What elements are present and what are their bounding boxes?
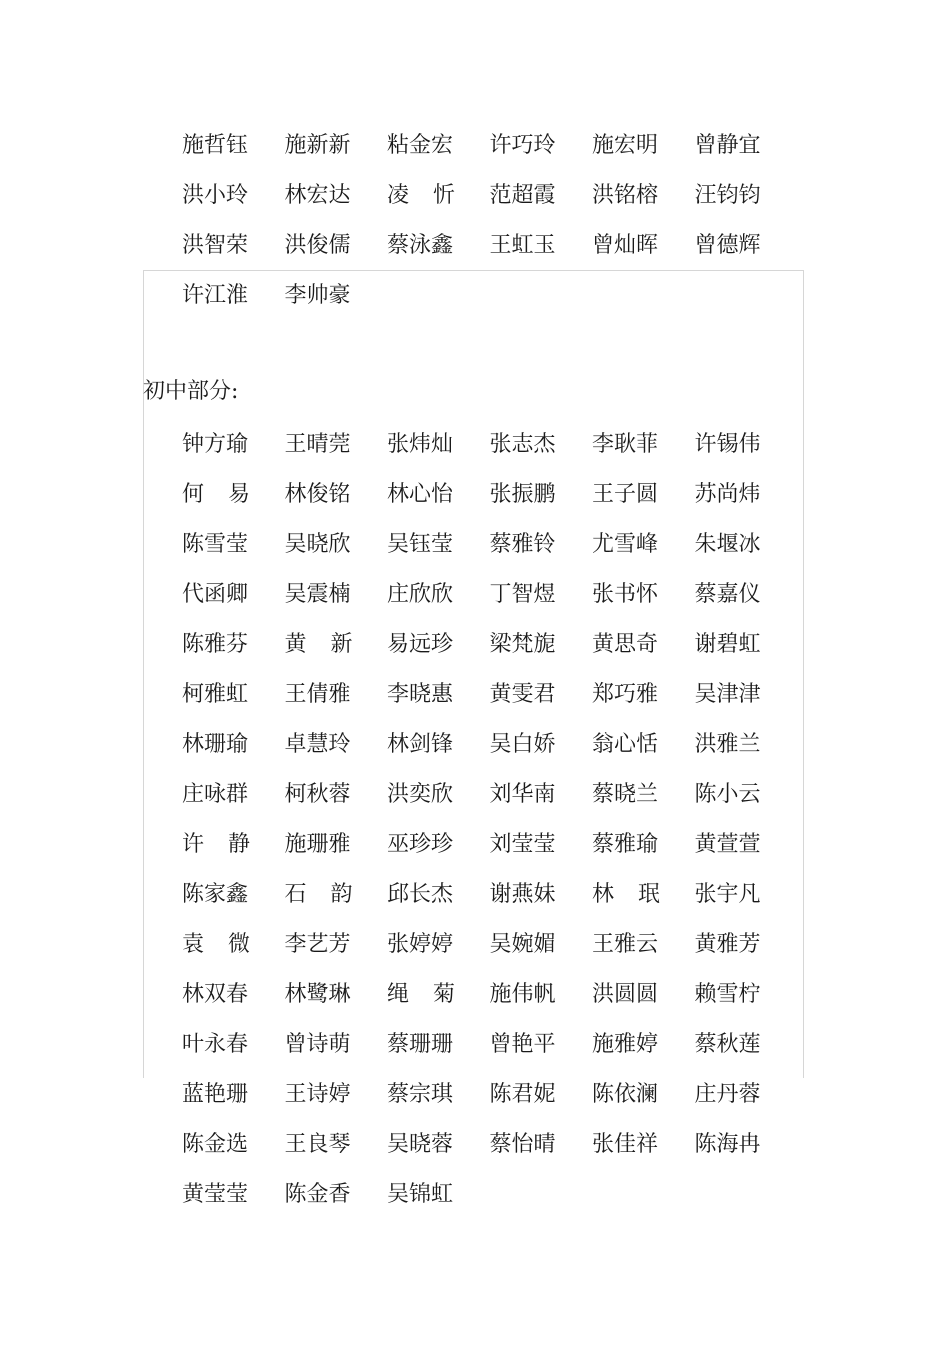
student-name: 洪奕欣 <box>387 782 454 807</box>
student-name: 吴钰莹 <box>387 532 454 557</box>
student-name: 林宏达 <box>284 183 351 208</box>
student-name: 林剑锋 <box>387 732 454 757</box>
junior-section-heading: 初中部分: <box>143 379 239 404</box>
student-name: 柯秋蓉 <box>284 782 351 807</box>
student-name: 王诗婷 <box>284 1082 351 1107</box>
student-name: 袁 微 <box>182 932 250 957</box>
student-name: 庄咏群 <box>182 782 249 807</box>
student-name: 范超霞 <box>489 183 556 208</box>
student-name: 张宇凡 <box>694 882 761 907</box>
student-name: 曾诗萌 <box>284 1032 351 1057</box>
student-name: 陈君妮 <box>489 1082 556 1107</box>
student-name: 许江淮 <box>182 283 249 308</box>
student-name: 林双春 <box>182 982 249 1007</box>
student-name: 蔡雅铃 <box>489 532 556 557</box>
student-name: 林珊瑜 <box>182 732 249 757</box>
student-name: 陈金香 <box>284 1182 351 1207</box>
student-name: 蔡雅瑜 <box>592 832 659 857</box>
student-name: 吴津津 <box>694 682 761 707</box>
student-name: 粘金宏 <box>387 133 454 158</box>
student-name: 张振鹏 <box>489 482 556 507</box>
student-name: 洪俊儒 <box>284 233 351 258</box>
student-name: 刘华南 <box>489 782 556 807</box>
student-name: 吴锦虹 <box>387 1182 454 1207</box>
student-name: 翁心恬 <box>592 732 659 757</box>
student-name: 施新新 <box>284 133 351 158</box>
student-name: 洪铭榕 <box>592 183 659 208</box>
student-name: 曾艳平 <box>489 1032 556 1057</box>
student-name: 王虹玉 <box>489 233 556 258</box>
student-name: 巫珍珍 <box>387 832 454 857</box>
student-name: 陈依澜 <box>592 1082 659 1107</box>
student-name: 林俊铭 <box>284 482 351 507</box>
student-name: 陈雪莹 <box>182 532 249 557</box>
student-name: 陈雅芬 <box>182 632 249 657</box>
student-name: 庄欣欣 <box>387 582 454 607</box>
student-name: 林心怡 <box>387 482 454 507</box>
student-name: 庄丹蓉 <box>694 1082 761 1107</box>
junior-name-list <box>182 420 797 1220</box>
student-name: 凌 忻 <box>387 183 455 208</box>
student-name: 张婷婷 <box>387 932 454 957</box>
student-name: 钟方瑜 <box>182 432 249 457</box>
student-name: 黄 新 <box>284 632 353 657</box>
student-name: 张志杰 <box>489 432 556 457</box>
student-name: 朱堰冰 <box>694 532 761 557</box>
student-name: 施宏明 <box>592 133 659 158</box>
student-name: 许锡伟 <box>694 432 761 457</box>
student-name: 王倩雅 <box>284 682 351 707</box>
student-name: 黄思奇 <box>592 632 659 657</box>
student-name: 尤雪峰 <box>592 532 659 557</box>
senior-name-list <box>182 121 797 321</box>
student-name: 许 静 <box>182 832 250 857</box>
student-name: 苏尚炜 <box>694 482 761 507</box>
student-name: 王子圆 <box>592 482 659 507</box>
student-name: 郑巧雅 <box>592 682 659 707</box>
student-name: 蔡晓兰 <box>592 782 659 807</box>
student-name: 叶永春 <box>182 1032 249 1057</box>
student-name: 黄萱萱 <box>694 832 761 857</box>
student-name: 曾静宜 <box>694 133 761 158</box>
student-name: 陈海冉 <box>694 1132 761 1157</box>
student-name: 易远珍 <box>387 632 454 657</box>
student-name: 蔡泳鑫 <box>387 233 454 258</box>
student-name: 邱长杰 <box>387 882 454 907</box>
student-name: 石 韵 <box>284 882 353 907</box>
student-name: 王良琴 <box>284 1132 351 1157</box>
student-name: 卓慧玲 <box>284 732 351 757</box>
student-name: 张炜灿 <box>387 432 454 457</box>
student-name: 许巧玲 <box>489 133 556 158</box>
student-name: 代函卿 <box>182 582 249 607</box>
student-name: 蔡珊珊 <box>387 1032 454 1057</box>
student-name: 洪雅兰 <box>694 732 761 757</box>
student-name: 何 易 <box>182 482 250 507</box>
student-name: 蔡怡晴 <box>489 1132 556 1157</box>
student-name: 梁梵旎 <box>489 632 556 657</box>
student-name: 施珊雅 <box>284 832 351 857</box>
student-name: 洪智荣 <box>182 233 249 258</box>
student-name: 蔡宗琪 <box>387 1082 454 1107</box>
student-name: 洪小玲 <box>182 183 249 208</box>
student-name: 陈家鑫 <box>182 882 249 907</box>
student-name: 赖雪柠 <box>694 982 761 1007</box>
student-name: 蓝艳珊 <box>182 1082 249 1107</box>
student-name: 张书怀 <box>592 582 659 607</box>
student-name: 王雅云 <box>592 932 659 957</box>
student-name: 陈金选 <box>182 1132 249 1157</box>
student-name: 吴震楠 <box>284 582 351 607</box>
student-name: 吴晓蓉 <box>387 1132 454 1157</box>
student-name: 李艺芳 <box>284 932 351 957</box>
student-name: 吴婉媚 <box>489 932 556 957</box>
student-name: 李耿菲 <box>592 432 659 457</box>
student-name: 黄雯君 <box>489 682 556 707</box>
student-name: 施伟帆 <box>489 982 556 1007</box>
student-name: 王晴莞 <box>284 432 351 457</box>
student-name: 谢碧虹 <box>694 632 761 657</box>
student-name: 林鹭琳 <box>284 982 351 1007</box>
student-name: 柯雅虹 <box>182 682 249 707</box>
student-name: 丁智煜 <box>489 582 556 607</box>
student-name: 吴晓欣 <box>284 532 351 557</box>
student-name: 绳 菊 <box>387 982 455 1007</box>
student-name: 汪钧钧 <box>694 183 761 208</box>
student-name: 洪圆圆 <box>592 982 659 1007</box>
student-name: 蔡嘉仪 <box>694 582 761 607</box>
student-name: 黄雅芳 <box>694 932 761 957</box>
student-name: 李帅豪 <box>284 283 351 308</box>
student-name: 施雅婷 <box>592 1032 659 1057</box>
student-name: 刘莹莹 <box>489 832 556 857</box>
student-name: 陈小云 <box>694 782 761 807</box>
student-name: 蔡秋莲 <box>694 1032 761 1057</box>
student-name: 黄莹莹 <box>182 1182 249 1207</box>
student-name: 吴白娇 <box>489 732 556 757</box>
student-name: 曾灿晖 <box>592 233 659 258</box>
student-name: 施哲钰 <box>182 133 249 158</box>
student-name: 谢燕妹 <box>489 882 556 907</box>
student-name: 林 珉 <box>592 882 660 907</box>
student-name: 李晓惠 <box>387 682 454 707</box>
student-name: 张佳祥 <box>592 1132 659 1157</box>
frame-right-border <box>803 270 804 1078</box>
student-name: 曾德辉 <box>694 233 761 258</box>
